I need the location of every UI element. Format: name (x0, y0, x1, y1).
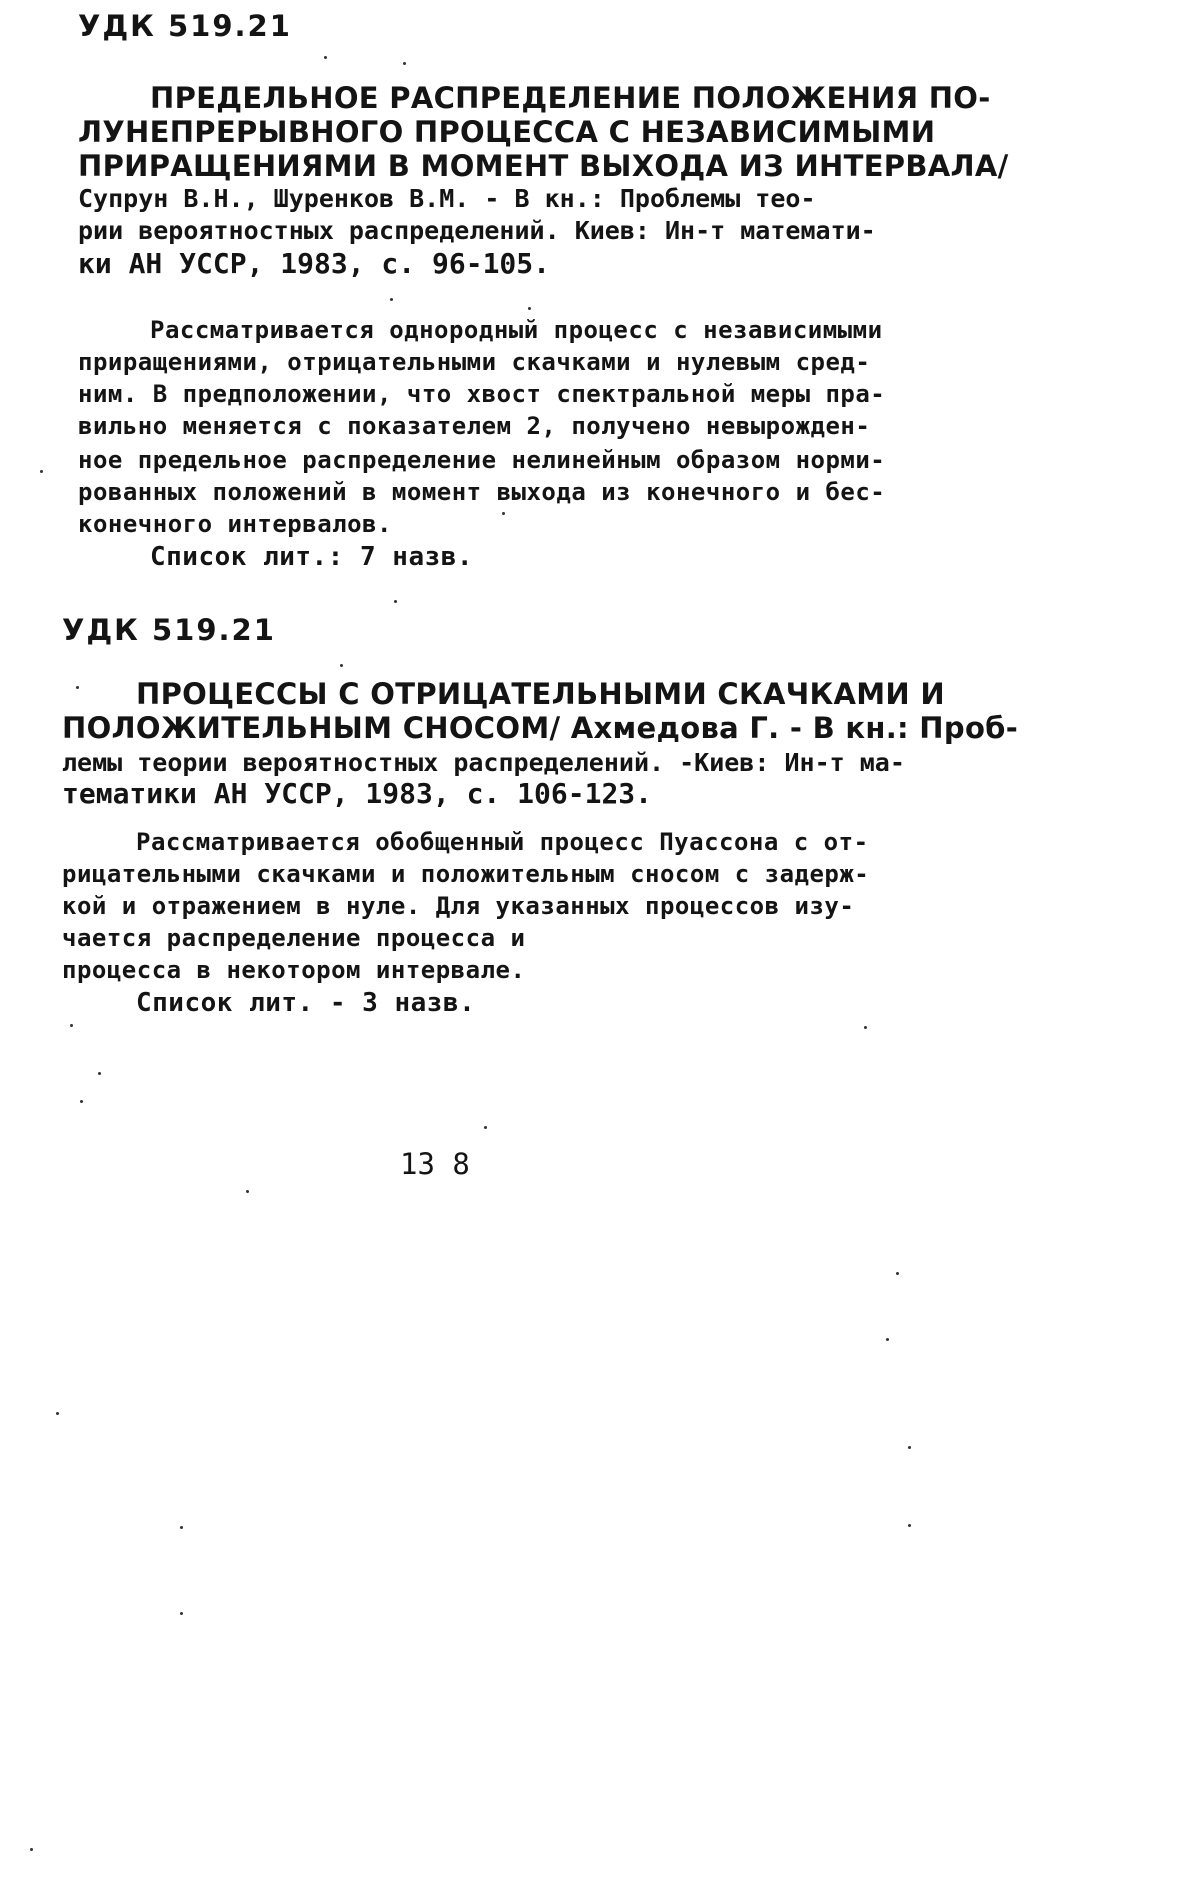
scan-speck (340, 664, 343, 667)
entry1-abstract-line-4: вильно меняется с показателем 2, получено невырожден- (78, 412, 871, 440)
scan-speck (76, 686, 79, 689)
entry2-bib-line-1: лемы теории вероятностных распределений. -Киев: Ин-т ма- (62, 748, 905, 777)
scan-speck (864, 1026, 867, 1029)
scan-speck (180, 1526, 183, 1529)
scan-speck (484, 1126, 487, 1129)
entry1-abstract-line-2: приращениями, отрицательными скачками и нулевым сред- (78, 348, 871, 376)
entry1-title-line-2: ЛУНЕПРЕРЫВНОГО ПРОЦЕССА С НЕЗАВИСИМЫМИ (78, 115, 936, 149)
entry1-bib-line-2: рии вероятностных распределений. Киев: Ин-т математи- (78, 216, 876, 245)
entry1-title-line-1: ПРЕДЕЛЬНОЕ РАСПРЕДЕЛЕНИЕ ПОЛОЖЕНИЯ ПО- (150, 81, 991, 115)
scan-speck (502, 512, 505, 515)
scan-speck (528, 307, 531, 310)
scan-speck (30, 1848, 33, 1851)
entry2-title-line-2: ПОЛОЖИТЕЛЬНЫМ СНОСОМ/ Ахмедова Г. - В кн.: Проб- (62, 711, 1019, 745)
scan-speck (98, 1072, 101, 1075)
entry2-bib-line-2: тематики АН УССР, 1983, с. 106-123. (62, 777, 653, 810)
entry2-abstract-line-5: процесса в некотором интервале. (62, 956, 526, 984)
entry1-abstract-line-5: ное предельное распределение нелинейным образом норми- (78, 446, 886, 474)
entry1-bib-line-3: ки АН УССР, 1983, с. 96-105. (78, 247, 551, 280)
scan-speck (56, 1412, 59, 1415)
scan-speck (394, 600, 397, 603)
scan-speck (390, 298, 393, 301)
scan-speck (324, 56, 327, 59)
entry2-abstract-line-4: чается распределение процесса и (62, 924, 526, 952)
entry2-references: Список лит. - 3 назв. (136, 988, 476, 1018)
scan-speck (180, 1612, 183, 1615)
entry1-bib-line-1: Супрун В.Н., Шуренков В.М. - В кн.: Проблемы тео- (78, 184, 816, 213)
entry2-abstract-line-3: кой и отражением в нуле. Для указанных процессов изу- (62, 892, 855, 920)
page-number: 13 8 (400, 1147, 470, 1181)
entry2-abstract-line-1: Рассматривается обобщенный процесс Пуассона с от- (136, 828, 869, 856)
entry1-udk: УДК 519.21 (78, 9, 292, 43)
entry2-abstract-line-2: рицательными скачками и положительным сносом с задерж- (62, 860, 870, 888)
entry1-abstract-line-1: Рассматривается однородный процесс с независимыми (150, 316, 883, 344)
entry2-udk: УДК 519.21 (62, 613, 276, 647)
entry1-abstract-line-7: конечного интервалов. (78, 510, 392, 538)
entry1-title-line-3: ПРИРАЩЕНИЯМИ В МОМЕНТ ВЫХОДА ИЗ ИНТЕРВАЛА/ (78, 149, 1009, 183)
entry1-references: Список лит.: 7 назв. (150, 542, 474, 572)
entry2-title-line-1: ПРОЦЕССЫ С ОТРИЦАТЕЛЬНЫМИ СКАЧКАМИ И (136, 677, 945, 711)
scan-speck (908, 1524, 911, 1527)
scan-speck (908, 1446, 911, 1449)
scan-speck (80, 1100, 83, 1103)
scan-speck (40, 470, 43, 473)
scan-speck (246, 1190, 249, 1193)
scan-speck (403, 62, 406, 65)
scan-speck (886, 1338, 889, 1341)
scan-speck (70, 1024, 73, 1027)
entry1-abstract-line-3: ним. В предположении, что хвост спектральной меры пра- (78, 380, 886, 408)
scan-speck (896, 1272, 899, 1275)
entry1-abstract-line-6: рованных положений в момент выхода из конечного и бес- (78, 478, 886, 506)
